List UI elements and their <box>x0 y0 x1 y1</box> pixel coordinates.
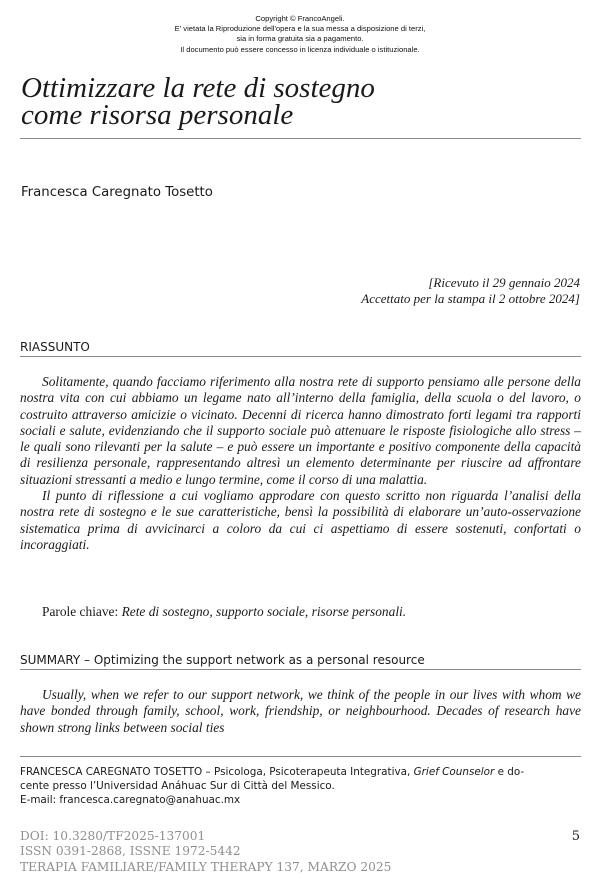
copyright-line: Il documento può essere concesso in licenza individuale o istituzionale. <box>180 44 420 54</box>
riassunto-heading: RIASSUNTO <box>20 340 581 357</box>
summary-paragraph-1: Usually, when we refer to our support network, we think of the people in our lives with whom we have bonded through family, school, work, friendship, or neighbourhood. Decades of research have shown strong links between social ties <box>20 687 581 735</box>
title-divider <box>20 138 581 139</box>
footnote-dash: – <box>202 766 215 778</box>
article-title <box>21 72 581 131</box>
riassunto-body <box>20 374 581 553</box>
footnote-line-2: cente presso l’Universidad Anáhuac Sur di Città del Messico. <box>20 779 335 792</box>
received-date: [Ricevuto il 29 gennaio 2024 <box>428 275 580 290</box>
author-name: Francesca Caregnato Tosetto <box>21 185 213 200</box>
keywords <box>42 604 406 620</box>
copyright-line: Copyright © FrancoAngeli. <box>255 14 345 23</box>
publication-info <box>20 829 391 875</box>
keywords-label: Parole chiave: <box>42 604 122 619</box>
copyright-line: sia in forma gratuita sia a pagamento. <box>236 34 364 44</box>
footnote-line-1 <box>20 766 581 780</box>
copyright-notice <box>0 14 600 55</box>
author-footnote <box>20 766 581 807</box>
accepted-date: Accettato per la stampa il 2 ottobre 2024] <box>361 290 580 306</box>
riassunto-paragraph-1: Solitamente, quando facciamo riferimento alla nostra rete di supporto pensiamo alle persone della nostra vita con cui abbiamo un legame nato all’interno della famiglia, della scuola o del lavoro, o costruito attraverso amicizie o vicinato. Decenni di ricerca hanno dimostrato forti legami tra rapporti sociali e salute, evidenziando che il supporto sociale può attenuare le risposte fisiologiche allo stress – le quali sono rilevanti per la salute – e può essere un importante e positivo componente della capacità di resilienza personale, rappresentando altresì un elemento determinante per riuscire ad affrontare situazioni stressanti a medio e lungo termine, come il corso di una malattia. <box>20 374 581 487</box>
journal-name: TERAPIA FAMILIARE/FAMILY THERAPY 137, MARZO 2025 <box>20 859 392 874</box>
copyright-line: E' vietata la Riproduzione dell'opera e la sua messa a disposizione di terzi, <box>174 24 426 34</box>
submission-dates <box>361 275 580 306</box>
footnote-role: Psicologa, Psicoterapeuta Integrativa, <box>214 766 414 778</box>
title-line-1: Ottimizzare la rete di sostegno <box>21 72 375 104</box>
issn: ISSN 0391-2868, ISSNE 1972-5442 <box>20 844 241 859</box>
footnote-role-end: e do- <box>494 766 525 778</box>
summary-heading: SUMMARY – Optimizing the support network as a personal resource <box>20 653 581 670</box>
footnote-author-name: FRANCESCA CAREGNATO TOSETTO <box>20 766 203 778</box>
page-number: 5 <box>571 829 580 844</box>
keywords-list: Rete di sostegno, supporto sociale, risorse personali. <box>121 604 407 619</box>
riassunto-paragraph-2: Il punto di riflessione a cui vogliamo approdare con questo scritto non riguarda l’analisi della nostra rete di sostegno e le sue caratteristiche, bensì la possibilità di elaborare un’auto-osservazione sistematica prima di avvicinarci a coloro da cui ci aspettiamo di essere sostenuti, confortati o incoraggiati. <box>20 488 581 552</box>
footnote-divider <box>20 756 581 757</box>
doi: DOI: 10.3280/TF2025-137001 <box>20 829 206 843</box>
summary-body <box>20 687 581 736</box>
title-line-2: come risorsa personale <box>21 99 294 131</box>
footnote-email: E-mail: francesca.caregnato@anahuac.mx <box>20 793 241 806</box>
footnote-role-italic: Grief Counselor <box>413 766 495 778</box>
